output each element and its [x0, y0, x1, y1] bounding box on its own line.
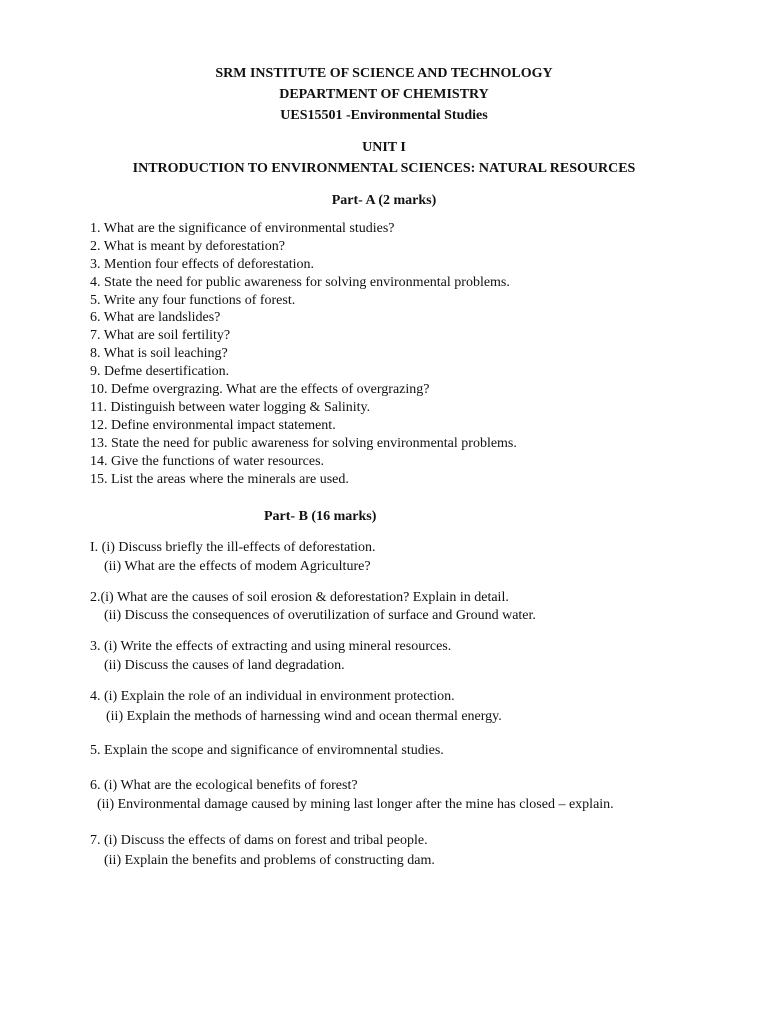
part-a-heading: Part- A (2 marks) [331, 193, 437, 208]
part-a-question: 15. List the areas where the minerals are used. [90, 472, 349, 487]
part-a-question: 13. State the need for public awareness for solving environmental problems. [90, 436, 517, 451]
part-a-question: 12. Define environmental impact statement. [90, 418, 336, 433]
department-name: DEPARTMENT OF CHEMISTRY [279, 87, 489, 102]
part-a-question: 2. What is meant by deforestation? [90, 239, 285, 254]
question-subpart: (ii) What are the effects of modem Agriculture? [104, 559, 371, 574]
unit-number: UNIT I [362, 140, 406, 155]
part-a-question: 11. Distinguish between water logging & Salinity. [90, 400, 371, 415]
part-a-question: 8. What is soil leaching? [90, 346, 228, 361]
question-subpart: (ii) Discuss the consequences of overutilization of surface and Ground water. [104, 608, 536, 623]
course-title: UES15501 -Environmental Studies [280, 108, 488, 123]
question-line: 3. (i) Write the effects of extracting and using mineral resources. [90, 639, 452, 654]
question-subpart: (ii) Explain the benefits and problems of constructing dam. [104, 853, 435, 868]
question-line: 5. Explain the scope and significance of enviromnental studies. [90, 743, 444, 758]
part-a-question: 5. Write any four functions of forest. [90, 293, 296, 308]
part-b-heading: Part- B (16 marks) [264, 509, 377, 524]
question-line: 7. (i) Discuss the effects of dams on forest and tribal people. [90, 833, 428, 848]
question-line: 4. (i) Explain the role of an individual in environment protection. [90, 689, 455, 704]
part-a-question: 10. Defme overgrazing. What are the effects of overgrazing? [90, 382, 430, 397]
part-a-question: 3. Mention four effects of deforestation. [90, 257, 315, 272]
question-subpart: (ii) Discuss the causes of land degradation. [104, 658, 345, 673]
question-line: 2.(i) What are the causes of soil erosion & deforestation? Explain in detail. [90, 590, 509, 605]
question-line: 6. (i) What are the ecological benefits of forest? [90, 778, 358, 793]
part-a-question: 14. Give the functions of water resources. [90, 454, 325, 469]
part-a-question: 1. What are the significance of environmental studies? [90, 221, 395, 236]
question-line: I. (i) Discuss briefly the ill-effects of deforestation. [90, 540, 376, 555]
institute-name: SRM INSTITUTE OF SCIENCE AND TECHNOLOGY [215, 66, 553, 81]
part-a-question: 9. Defme desertification. [90, 364, 230, 379]
unit-title: INTRODUCTION TO ENVIRONMENTAL SCIENCES: NATURAL RESOURCES [132, 161, 636, 176]
part-a-question: 7. What are soil fertility? [90, 328, 231, 343]
part-a-question: 6. What are landslides? [90, 310, 221, 325]
question-subpart: (ii) Explain the methods of harnessing wind and ocean thermal energy. [106, 709, 502, 724]
question-subpart: (ii) Environmental damage caused by mining last longer after the mine has closed – explain. [97, 797, 614, 812]
part-a-question: 4. State the need for public awareness for solving environmental problems. [90, 275, 510, 290]
